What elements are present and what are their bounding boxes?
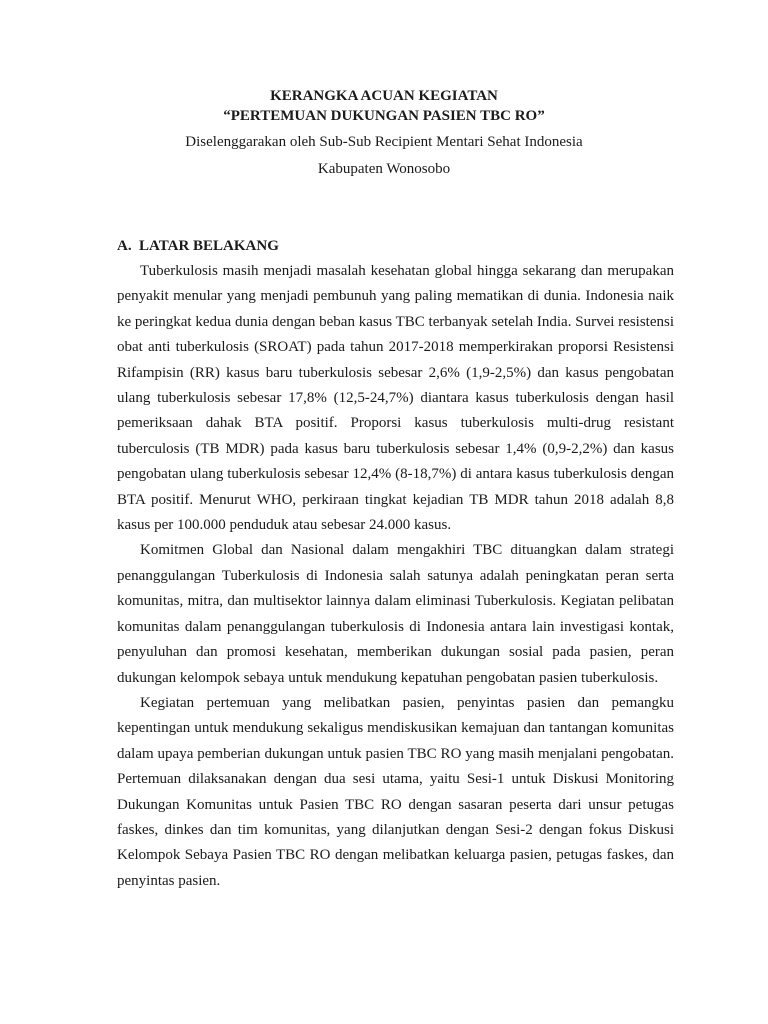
document-header bbox=[100, 86, 668, 183]
section-heading bbox=[117, 236, 674, 256]
section-latar-belakang bbox=[117, 236, 674, 894]
document-title-line-1: KERANGKA ACUAN KEGIATAN bbox=[270, 88, 498, 104]
paragraph-3: Kegiatan pertemuan yang melibatkan pasien, penyintas pasien dan pemangku kepentingan untuk mendukung sekaligus mendiskusikan kemajuan dan tantangan komunitas dalam upaya pemberian dukungan untuk pasien TBC RO yang masih menjalani pengobatan. Pertemuan dilaksanakan dengan dua sesi utama, yaitu Sesi-1 untuk Diskusi Monitoring Dukungan Komunitas untuk Pasien TBC RO dengan sasaran peserta dari unsur petugas faskes, dinkes dan tim komunitas, yang dilanjutkan dengan Sesi-2 dengan fokus Diskusi Kelompok Sebaya Pasien TBC RO dengan melibatkan keluarga pasien, petugas faskes, dan penyintas pasien. bbox=[117, 694, 674, 889]
section-heading-text: LATAR BELAKANG bbox=[139, 238, 279, 254]
location-line: Kabupaten Wonosobo bbox=[317, 161, 451, 177]
organizer-line: Diselenggarakan oleh Sub-Sub Recipient Mentari Sehat Indonesia bbox=[185, 134, 583, 150]
paragraph-2: Komitmen Global dan Nasional dalam mengakhiri TBC dituangkan dalam strategi penanggulangan Tuberkulosis di Indonesia salah satunya adalah peningkatan peran serta komunitas, mitra, dan multisektor lainnya dalam eliminasi Tuberkulosis. Kegiatan pelibatan komunitas dalam penanggulangan tuberkulosis di Indonesia antara lain investigasi kontak, penyuluhan dan promosi kesehatan, memberikan dukungan sosial pada pasien, peran dukungan kelompok sebaya untuk mendukung kepatuhan pengobatan pasien tuberkulosis. bbox=[117, 542, 674, 686]
document-title-line-2: “PERTEMUAN DUKUNGAN PASIEN TBC RO” bbox=[223, 108, 545, 124]
section-letter: A. bbox=[117, 238, 132, 254]
paragraph-1: Tuberkulosis masih menjadi masalah kesehatan global hingga sekarang dan merupakan penyakit menular yang menjadi pembunuh yang paling mematikan di dunia. Indonesia naik ke peringkat kedua dunia dengan beban kasus TBC terbanyak setelah India. Survei resistensi obat anti tuberkulosis (SROAT) pada tahun 2017-2018 memperkirakan proporsi Resistensi Rifampisin (RR) kasus baru tuberkulosis sebesar 2,6% (1,9-2,5%) dan kasus pengobatan ulang tuberkulosis sebesar 17,8% (12,5-24,7%) diantara kasus tuberkulosis dengan hasil pemeriksaan dahak BTA positif. Proporsi kasus tuberkulosis multi-drug resistant tuberculosis (TB MDR) pada kasus baru tuberkulosis sebesar 1,4% (0,9-2,2%) dan kasus pengobatan ulang tuberkulosis sebesar 12,4% (8-18,7%) di antara kasus tuberkulosis dengan BTA positif. Menurut WHO, perkiraan tingkat kejadian TB MDR tahun 2018 adalah 8,8 kasus per 100.000 penduduk atau sebesar 24.000 kasus. bbox=[117, 263, 674, 534]
